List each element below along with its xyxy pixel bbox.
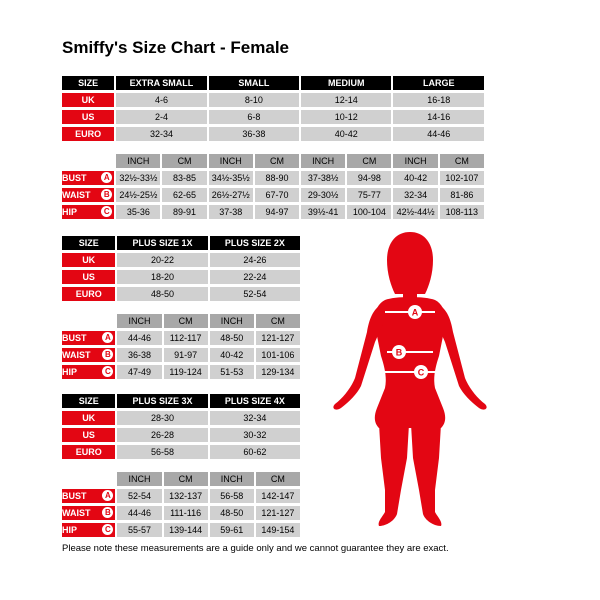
hip-inch: 51-53 bbox=[210, 365, 254, 379]
hip-cm: 149-154 bbox=[256, 523, 300, 537]
size-table-plus-3x-4x bbox=[60, 391, 302, 540]
unit-cm: CM bbox=[164, 314, 208, 328]
hip-label bbox=[62, 523, 115, 537]
size-table-standard bbox=[60, 73, 486, 222]
euro-value: 44-46 bbox=[393, 127, 484, 141]
hip-inch: 35-36 bbox=[116, 205, 160, 219]
euro-value: 60-62 bbox=[210, 445, 300, 459]
hip-inch: 59-61 bbox=[210, 523, 254, 537]
hip-text: HIP bbox=[62, 525, 78, 535]
waist-inch: 24½-25½ bbox=[116, 188, 160, 202]
bust-inch: 44-46 bbox=[117, 331, 161, 345]
uk-label: UK bbox=[62, 253, 115, 267]
hip-cm: 139-144 bbox=[164, 523, 208, 537]
waist-label bbox=[62, 506, 115, 520]
bust-inch: 34½-35½ bbox=[209, 171, 253, 185]
disclaimer-note: Please note these measurements are a guide only and we cannot guarantee they are exact. bbox=[62, 543, 449, 554]
waist-inch: 32-34 bbox=[393, 188, 437, 202]
waist-cm: 111-116 bbox=[164, 506, 208, 520]
hip-text: HIP bbox=[62, 207, 78, 217]
marker-b: B bbox=[102, 349, 113, 360]
unit-inch: INCH bbox=[210, 314, 254, 328]
us-value: 10-12 bbox=[301, 110, 391, 124]
us-value: 18-20 bbox=[117, 270, 207, 284]
bust-inch: 48-50 bbox=[210, 331, 254, 345]
waist-inch: 26½-27½ bbox=[209, 188, 253, 202]
hip-inch: 47-49 bbox=[117, 365, 161, 379]
us-label: US bbox=[62, 270, 115, 284]
page-title: Smiffy's Size Chart - Female bbox=[62, 38, 290, 57]
hip-cm: 100-104 bbox=[347, 205, 391, 219]
size-header: SIZE bbox=[62, 394, 115, 408]
uk-value: 12-14 bbox=[301, 93, 391, 107]
size-plus-4x: PLUS SIZE 4X bbox=[210, 394, 300, 408]
waist-inch: 36-38 bbox=[117, 348, 161, 362]
hip-text: HIP bbox=[62, 367, 78, 377]
bust-inch: 40-42 bbox=[393, 171, 437, 185]
bust-inch: 32½-33½ bbox=[116, 171, 160, 185]
unit-inch: INCH bbox=[301, 154, 345, 168]
waist-cm: 121-127 bbox=[256, 506, 300, 520]
bust-text: BUST bbox=[62, 491, 87, 501]
unit-cm: CM bbox=[347, 154, 391, 168]
waist-text: WAIST bbox=[62, 350, 91, 360]
euro-label: EURO bbox=[62, 287, 115, 301]
bust-cm: 132-137 bbox=[164, 489, 208, 503]
bust-inch: 56-58 bbox=[210, 489, 254, 503]
waist-inch: 48-50 bbox=[210, 506, 254, 520]
bust-cm: 121-127 bbox=[256, 331, 300, 345]
waist-cm: 101-106 bbox=[256, 348, 300, 362]
unit-cm: CM bbox=[256, 314, 300, 328]
unit-inch: INCH bbox=[117, 314, 161, 328]
us-label: US bbox=[62, 110, 114, 124]
unit-cm: CM bbox=[440, 154, 484, 168]
uk-label: UK bbox=[62, 411, 115, 425]
unit-cm: CM bbox=[256, 472, 300, 486]
marker-a: A bbox=[101, 172, 112, 183]
marker-c-icon bbox=[414, 365, 428, 379]
waist-cm: 67-70 bbox=[255, 188, 299, 202]
size-plus-3x: PLUS SIZE 3X bbox=[117, 394, 207, 408]
euro-value: 32-34 bbox=[116, 127, 206, 141]
size-plus-2x: PLUS SIZE 2X bbox=[210, 236, 300, 250]
waist-text: WAIST bbox=[62, 190, 91, 200]
bust-inch: 52-54 bbox=[117, 489, 161, 503]
hip-inch: 37-38 bbox=[209, 205, 253, 219]
hip-label bbox=[62, 365, 115, 379]
waist-label bbox=[62, 348, 115, 362]
size-table-plus-1x-2x bbox=[60, 233, 302, 382]
size-header: SIZE bbox=[62, 236, 115, 250]
hip-cm: 108-113 bbox=[440, 205, 484, 219]
unit-inch: INCH bbox=[116, 154, 160, 168]
marker-c: C bbox=[101, 206, 112, 217]
hip-cm: 119-124 bbox=[164, 365, 208, 379]
hip-cm: 89-91 bbox=[162, 205, 206, 219]
unit-cm: CM bbox=[162, 154, 206, 168]
unit-cm: CM bbox=[255, 154, 299, 168]
female-silhouette-icon bbox=[325, 228, 495, 528]
figure-marker-a: A bbox=[411, 307, 419, 318]
uk-value: 4-6 bbox=[116, 93, 206, 107]
marker-c: C bbox=[102, 366, 113, 377]
bust-label bbox=[62, 331, 115, 345]
hip-inch: 55-57 bbox=[117, 523, 161, 537]
uk-value: 16-18 bbox=[393, 93, 484, 107]
us-value: 2-4 bbox=[116, 110, 206, 124]
size-extra-small: EXTRA SMALL bbox=[116, 76, 206, 90]
bust-cm: 142-147 bbox=[256, 489, 300, 503]
hip-label bbox=[62, 205, 114, 219]
us-value: 30-32 bbox=[210, 428, 300, 442]
bust-cm: 112-117 bbox=[164, 331, 208, 345]
bust-text: BUST bbox=[62, 173, 87, 183]
marker-a: A bbox=[102, 490, 113, 501]
uk-value: 28-30 bbox=[117, 411, 207, 425]
unit-inch: INCH bbox=[210, 472, 254, 486]
bust-inch: 37-38½ bbox=[301, 171, 345, 185]
us-value: 22-24 bbox=[210, 270, 300, 284]
waist-label bbox=[62, 188, 114, 202]
bust-cm: 94-98 bbox=[347, 171, 391, 185]
uk-label: UK bbox=[62, 93, 114, 107]
marker-b-icon bbox=[392, 345, 406, 359]
hip-cm: 129-134 bbox=[256, 365, 300, 379]
waist-cm: 75-77 bbox=[347, 188, 391, 202]
euro-label: EURO bbox=[62, 127, 114, 141]
marker-b: B bbox=[101, 189, 112, 200]
us-label: US bbox=[62, 428, 115, 442]
bust-label bbox=[62, 171, 114, 185]
figure-marker-b: B bbox=[395, 347, 403, 358]
size-plus-1x: PLUS SIZE 1X bbox=[117, 236, 207, 250]
unit-inch: INCH bbox=[393, 154, 437, 168]
euro-value: 52-54 bbox=[210, 287, 300, 301]
waist-cm: 91-97 bbox=[164, 348, 208, 362]
waist-inch: 44-46 bbox=[117, 506, 161, 520]
uk-value: 24-26 bbox=[210, 253, 300, 267]
unit-cm: CM bbox=[164, 472, 208, 486]
waist-inch: 29-30½ bbox=[301, 188, 345, 202]
uk-value: 20-22 bbox=[117, 253, 207, 267]
size-medium: MEDIUM bbox=[301, 76, 391, 90]
marker-c: C bbox=[102, 524, 113, 535]
bust-cm: 102-107 bbox=[440, 171, 484, 185]
bust-cm: 83-85 bbox=[162, 171, 206, 185]
size-small: SMALL bbox=[209, 76, 299, 90]
euro-value: 40-42 bbox=[301, 127, 391, 141]
bust-label bbox=[62, 489, 115, 503]
marker-b: B bbox=[102, 507, 113, 518]
us-value: 6-8 bbox=[209, 110, 299, 124]
euro-value: 36-38 bbox=[209, 127, 299, 141]
bust-cm: 88-90 bbox=[255, 171, 299, 185]
hip-inch: 42½-44½ bbox=[393, 205, 437, 219]
euro-value: 48-50 bbox=[117, 287, 207, 301]
bust-text: BUST bbox=[62, 333, 87, 343]
waist-cm: 62-65 bbox=[162, 188, 206, 202]
waist-cm: 81-86 bbox=[440, 188, 484, 202]
unit-inch: INCH bbox=[209, 154, 253, 168]
us-value: 14-16 bbox=[393, 110, 484, 124]
uk-value: 8-10 bbox=[209, 93, 299, 107]
figure-marker-c: C bbox=[417, 367, 425, 378]
euro-value: 56-58 bbox=[117, 445, 207, 459]
waist-text: WAIST bbox=[62, 508, 91, 518]
waist-inch: 40-42 bbox=[210, 348, 254, 362]
size-large: LARGE bbox=[393, 76, 484, 90]
hip-cm: 94-97 bbox=[255, 205, 299, 219]
unit-inch: INCH bbox=[117, 472, 161, 486]
marker-a: A bbox=[102, 332, 113, 343]
uk-value: 32-34 bbox=[210, 411, 300, 425]
hip-inch: 39½-41 bbox=[301, 205, 345, 219]
size-header: SIZE bbox=[62, 76, 114, 90]
euro-label: EURO bbox=[62, 445, 115, 459]
marker-a-icon bbox=[408, 305, 422, 319]
us-value: 26-28 bbox=[117, 428, 207, 442]
